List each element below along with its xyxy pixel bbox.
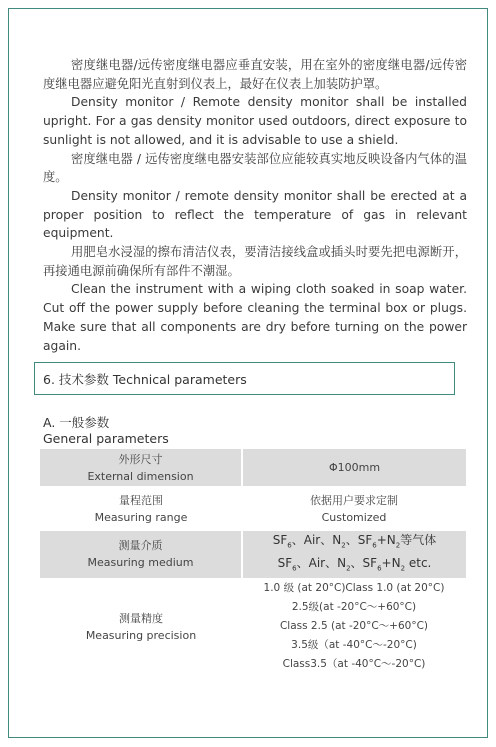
general-parameters-table	[40, 449, 466, 676]
medium-value-en: $SF_6$、Air、$N_2$、$SF_6+N_2$ etc.	[277, 556, 432, 573]
paragraph-install-cn: 密度继电器/远传密度继电器应垂直安装，用在室外的密度继电器/远传密度继电器应避免阳光直射到仪表上，最好在仪表上加装防护罩。	[43, 58, 467, 91]
range-label-cell	[40, 486, 242, 531]
subsection-title-cn: A. 一般参数	[43, 415, 110, 430]
precision-label-cn: 测量精度	[119, 611, 163, 625]
intro-text	[43, 56, 467, 355]
dimension-label-cn: 外形尺寸	[118, 452, 163, 466]
precision-label-en: Measuring precision	[85, 628, 197, 642]
table-row-precision	[40, 578, 466, 676]
range-label-cn: 量程范围	[119, 493, 163, 507]
precision-value-4: 3.5级（at -40°C～-20°C)	[291, 639, 417, 652]
paragraph-cleaning-en: Clean the instrument with a wiping cloth soaked in soap water. Cut off the power supply before cleaning the terminal box or plugs. Make sure that all components are dry before turning on the power again.	[43, 282, 467, 353]
medium-value-cell	[242, 531, 466, 578]
section-title: 6. 技术参数 Technical parameters	[43, 371, 247, 387]
subsection-title-en: General parameters	[43, 431, 169, 446]
precision-value-3: Class 2.5 (at -20°C～+60°C)	[279, 620, 429, 633]
medium-value-cn: $SF_6$、Air、$N_2$、$SF_6+N_2$等气体	[272, 533, 437, 550]
range-label-en: Measuring range	[94, 510, 188, 524]
dimension-label-en: External dimension	[87, 469, 194, 483]
precision-value-2: 2.5级(at -20°C～+60°C)	[291, 601, 417, 614]
precision-value-cell	[242, 578, 466, 676]
medium-label-cell	[40, 531, 242, 578]
paragraph-install-en: Density monitor / Remote density monitor shall be installed upright. For a gas density monitor used outdoors, direct exposure to sunlight is not allowed, and it is advisable to use a shield.	[43, 95, 467, 147]
table-row-medium	[40, 531, 466, 578]
dimension-value-cell	[242, 449, 466, 486]
paragraph-cleaning-cn: 用肥皂水浸湿的擦布清洁仪表，要清洁接线盒或插头时要先把电源断开，再接通电源前确保所有部件不潮湿。	[43, 245, 467, 278]
range-value-cell	[242, 486, 466, 531]
medium-label-en: Measuring medium	[87, 556, 194, 570]
medium-label-cn: 测量介质	[118, 539, 163, 553]
precision-label-cell	[40, 578, 242, 676]
precision-value-1: 1.0 级 (at 20°C)Class 1.0 (at 20°C)	[263, 582, 445, 595]
range-value-cn: 依据用户要求定制	[310, 493, 398, 507]
table-row-range	[40, 486, 466, 531]
paragraph-position-en: Density monitor / remote density monitor shall be erected at a proper position to reflect the temperature of gas in relevant equipment.	[43, 188, 467, 241]
dimension-value: Φ100mm	[328, 461, 381, 474]
precision-value-5: Class3.5（at -40°C～-20°C)	[282, 658, 426, 671]
table-row-dimension	[40, 449, 466, 486]
range-value-en: Customized	[321, 510, 387, 524]
dimension-label-cell	[40, 449, 242, 486]
section-heading	[34, 362, 455, 395]
paragraph-position-cn: 密度继电器 / 远传密度继电器安装部位应能较真实地反映设备内气体的温度。	[43, 151, 467, 185]
